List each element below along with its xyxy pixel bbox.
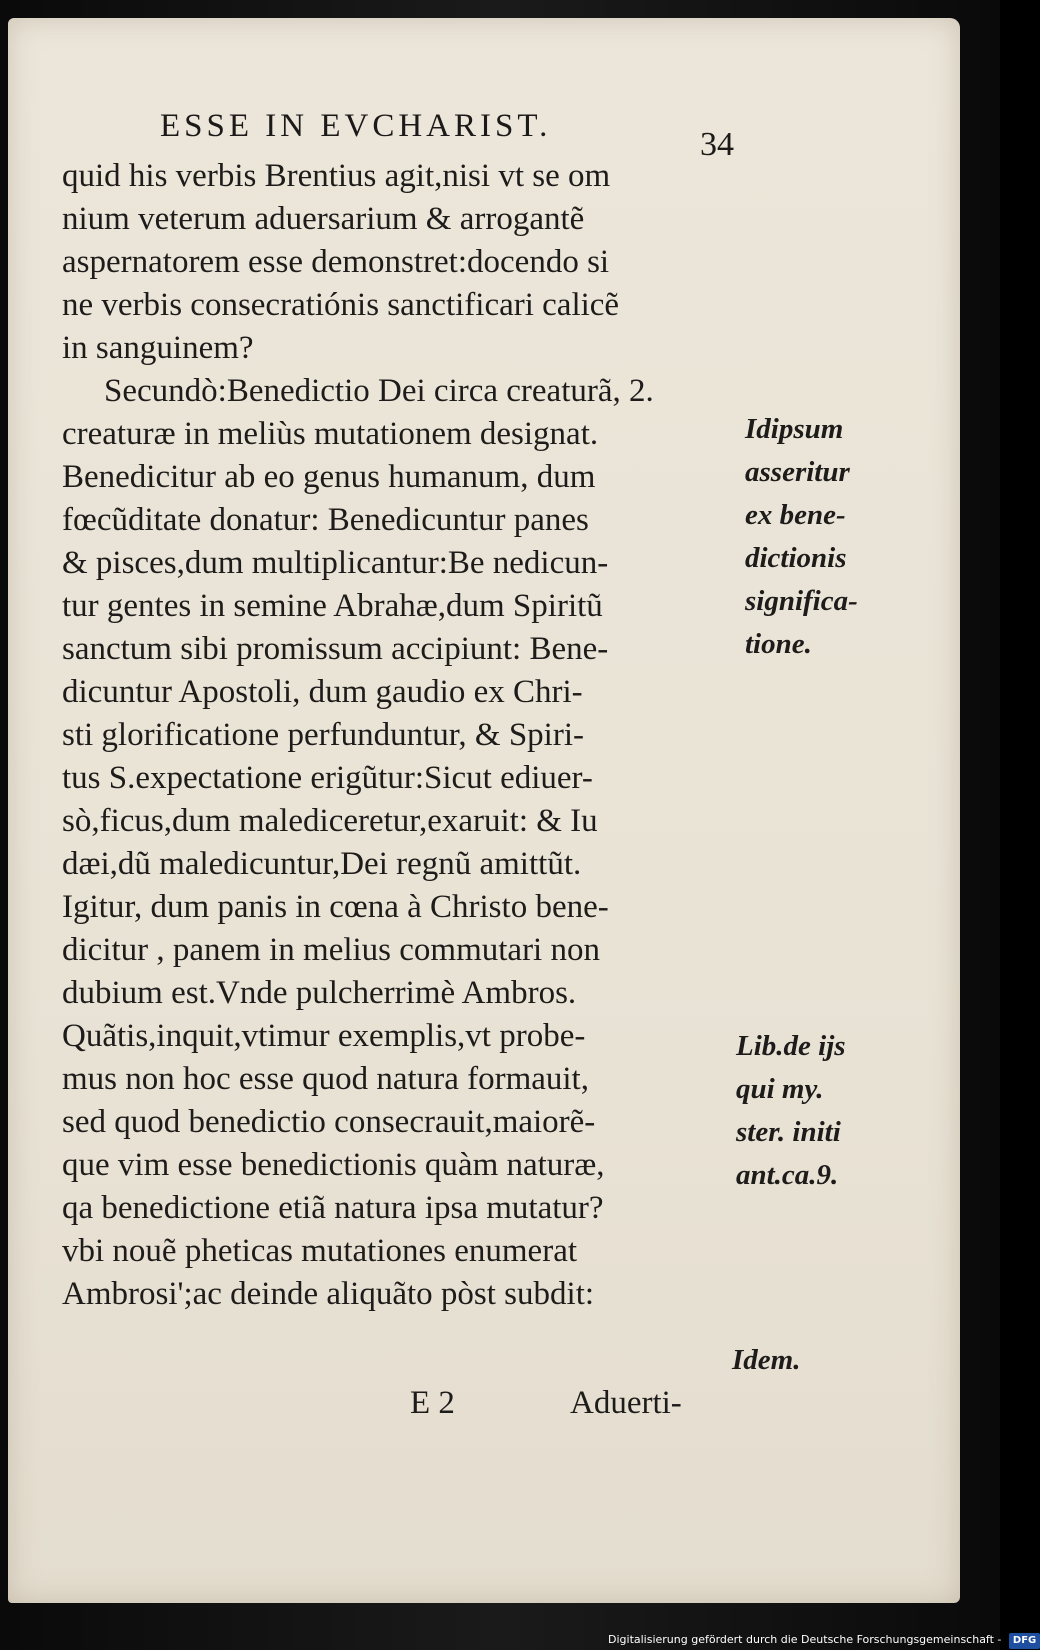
text-line: vbi nouẽ pheticas mutationes enumerat <box>62 1233 578 1269</box>
credit-text: Digitalisierung gefördert durch die Deutsche Forschungsgemeinschaft - <box>608 1633 1002 1646</box>
text-line: dicitur , panem in melius commutari non <box>62 932 600 968</box>
text-line: Ambrosi';ac deinde aliquãto pòst subdit: <box>62 1276 595 1312</box>
text-line: & pisces,dum multiplicantur:Be nedicun- <box>62 545 609 581</box>
margin-note-line: qui my. <box>736 1073 824 1105</box>
text-line: mus non hoc esse quod natura formauit, <box>62 1061 589 1097</box>
margin-note-line: Idipsum <box>745 413 844 445</box>
text-line: sed quod benedictio consecrauit,maiorẽ- <box>62 1104 596 1140</box>
margin-note-line: significa- <box>745 585 858 617</box>
text-line: sti glorificatione perfunduntur, & Spiri- <box>62 717 584 753</box>
text-line: in sanguinem? <box>62 330 254 366</box>
margin-note-group-2 <box>736 1025 846 1197</box>
margin-note-line: dictionis <box>745 542 847 574</box>
main-text-block <box>62 155 752 1316</box>
digitization-credit <box>608 1632 1040 1650</box>
text-line: Secundò:Benedictio Dei circa creaturã, 2. <box>104 373 654 409</box>
text-line: aspernatorem esse demonstret:docendo si <box>62 244 610 280</box>
text-line: qa benedictione etiã natura ipsa mutatur? <box>62 1190 604 1226</box>
text-line: Quãtis,inquit,vtimur exemplis,vt probe- <box>62 1018 586 1054</box>
margin-note-line: ex bene- <box>745 499 846 531</box>
text-line: ne verbis consecratiónis sanctificari calicẽ <box>62 287 620 323</box>
text-line: quid his verbis Brentius agit,nisi vt se om <box>62 158 611 194</box>
text-line: Igitur, dum panis in cœna à Christo bene- <box>62 889 609 925</box>
text-line: sò,ficus,dum malediceretur,exaruit: & Iu <box>62 803 598 839</box>
text-line: dubium est.Vnde pulcherrimè Ambros. <box>62 975 577 1011</box>
text-line: nium veterum aduersarium & arrogantẽ <box>62 201 585 237</box>
margin-note-line: ant.ca.9. <box>736 1159 839 1191</box>
margin-note-line: ster. initi <box>736 1116 841 1148</box>
margin-note-line: asseritur <box>745 456 850 488</box>
margin-note-idem: Idem. <box>732 1344 801 1376</box>
text-line: dicuntur Apostoli, dum gaudio ex Chri- <box>62 674 583 710</box>
margin-note-group-1 <box>745 408 858 666</box>
text-line: tur gentes in semine Abrahæ,dum Spiritũ <box>62 588 603 624</box>
text-line: fœcũditate donatur: Benedicuntur panes <box>62 502 589 538</box>
running-title: ESSE IN EVCHARIST. <box>160 108 552 144</box>
margin-note-line: Lib.de ijs <box>736 1030 846 1062</box>
text-line: tus S.expectatione erigũtur:Sicut ediuer- <box>62 760 593 796</box>
text-line: creaturæ in meliùs mutationem designat. <box>62 416 599 452</box>
signature-mark: E 2 <box>410 1385 455 1421</box>
dfg-logo: DFG <box>1009 1633 1040 1649</box>
text-line: sanctum sibi promissum accipiunt: Bene- <box>62 631 609 667</box>
page-number: 34 <box>700 126 734 163</box>
text-line: que vim esse benedictionis quàm naturæ, <box>62 1147 605 1183</box>
margin-note-line: tione. <box>745 628 812 660</box>
text-line: dæi,dũ maledicuntur,Dei regnũ amittũt. <box>62 846 582 882</box>
catchword: Aduerti- <box>570 1385 682 1421</box>
text-line: Benedicitur ab eo genus humanum, dum <box>62 459 596 495</box>
